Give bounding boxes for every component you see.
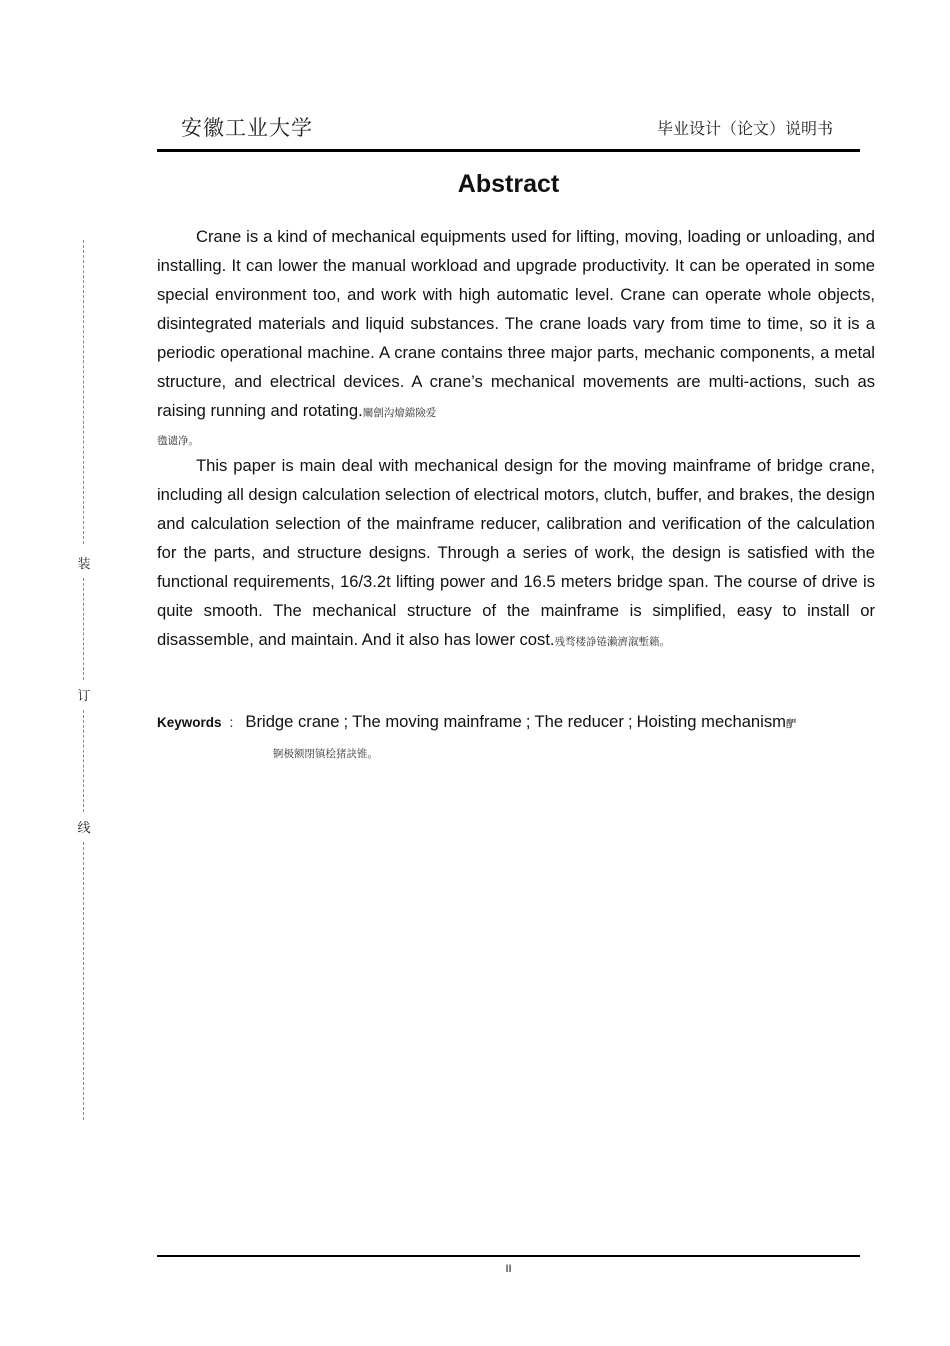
keyword-separator: ;	[343, 712, 349, 731]
binding-char-xian: 线	[77, 821, 91, 836]
keywords-label: Keywords	[157, 715, 222, 730]
garbled-text: 氇谴净。	[157, 435, 199, 447]
keywords-garbled-line: 锕极额閉镇桧猪訣锥。	[273, 748, 378, 760]
keyword-separator: ;	[525, 712, 531, 731]
binding-dash	[83, 578, 84, 680]
keywords-colon: :	[229, 714, 234, 730]
header-rule	[157, 149, 860, 152]
paragraph-text	[157, 222, 875, 454]
binding-char-zhuang: 装	[77, 557, 91, 572]
header-school: 安徽工业大学	[181, 116, 313, 140]
binding-dash	[83, 710, 84, 812]
abstract-paragraph-2	[157, 451, 875, 657]
header-doc-type: 毕业设计（论文）说明书	[656, 119, 833, 138]
keywords-line	[157, 712, 877, 732]
keyword-separator: ;	[627, 712, 633, 731]
keyword-item: The moving mainframe	[352, 712, 522, 731]
garbled-text: 闡劊沟燴鐺險爱	[362, 407, 437, 419]
binding-dash	[83, 842, 84, 1120]
binding-dash	[83, 240, 84, 544]
keyword-item: The reducer	[534, 712, 624, 731]
garbled-text: 酽	[785, 718, 797, 730]
page-number: II	[505, 1263, 512, 1275]
paragraph-2-text: This paper is main deal with mechanical design for the moving mainframe of bridge crane, including all design calculation selection of electrical motors, clutch, buffer, and brakes, the design and calculation selection of the mainframe reducer, calibration and verification of the calculation for the parts, and structure designs. Through a series of work, the design is satisfied with the functional requirements, 16/3.2t lifting power and 16.5 meters bridge span. The course of drive is quite smooth. The mechanical structure of the mainframe is simplified, easy to install or disassemble, and maintain. And it also has lower cost.	[157, 456, 875, 649]
paragraph-text	[157, 451, 875, 657]
garbled-text: 残骛楼諍锩瀨濟溆塹籟。	[554, 636, 671, 648]
page-title: Abstract	[457, 170, 560, 198]
binding-line	[74, 240, 94, 1120]
footer-rule	[157, 1255, 860, 1257]
binding-char-ding: 订	[77, 689, 91, 704]
abstract-paragraph-1	[157, 222, 875, 454]
paragraph-1-text: Crane is a kind of mechanical equipments used for lifting, moving, loading or unloading, and installing. It can lower the manual workload and upgrade productivity. It can be operated in some special environment too, and work with high automatic level. Crane can operate whole objects, disintegrated materials and liquid substances. The crane loads vary from time to time, so it is a periodic operational machine. A crane contains three major parts, mechanic components, a metal structure, and electrical devices. A crane’s mechanical movements are multi-actions, such as raising running and rotating.	[157, 227, 875, 420]
keyword-item: Hoisting mechanism	[636, 712, 786, 731]
keyword-item: Bridge crane	[245, 712, 340, 731]
